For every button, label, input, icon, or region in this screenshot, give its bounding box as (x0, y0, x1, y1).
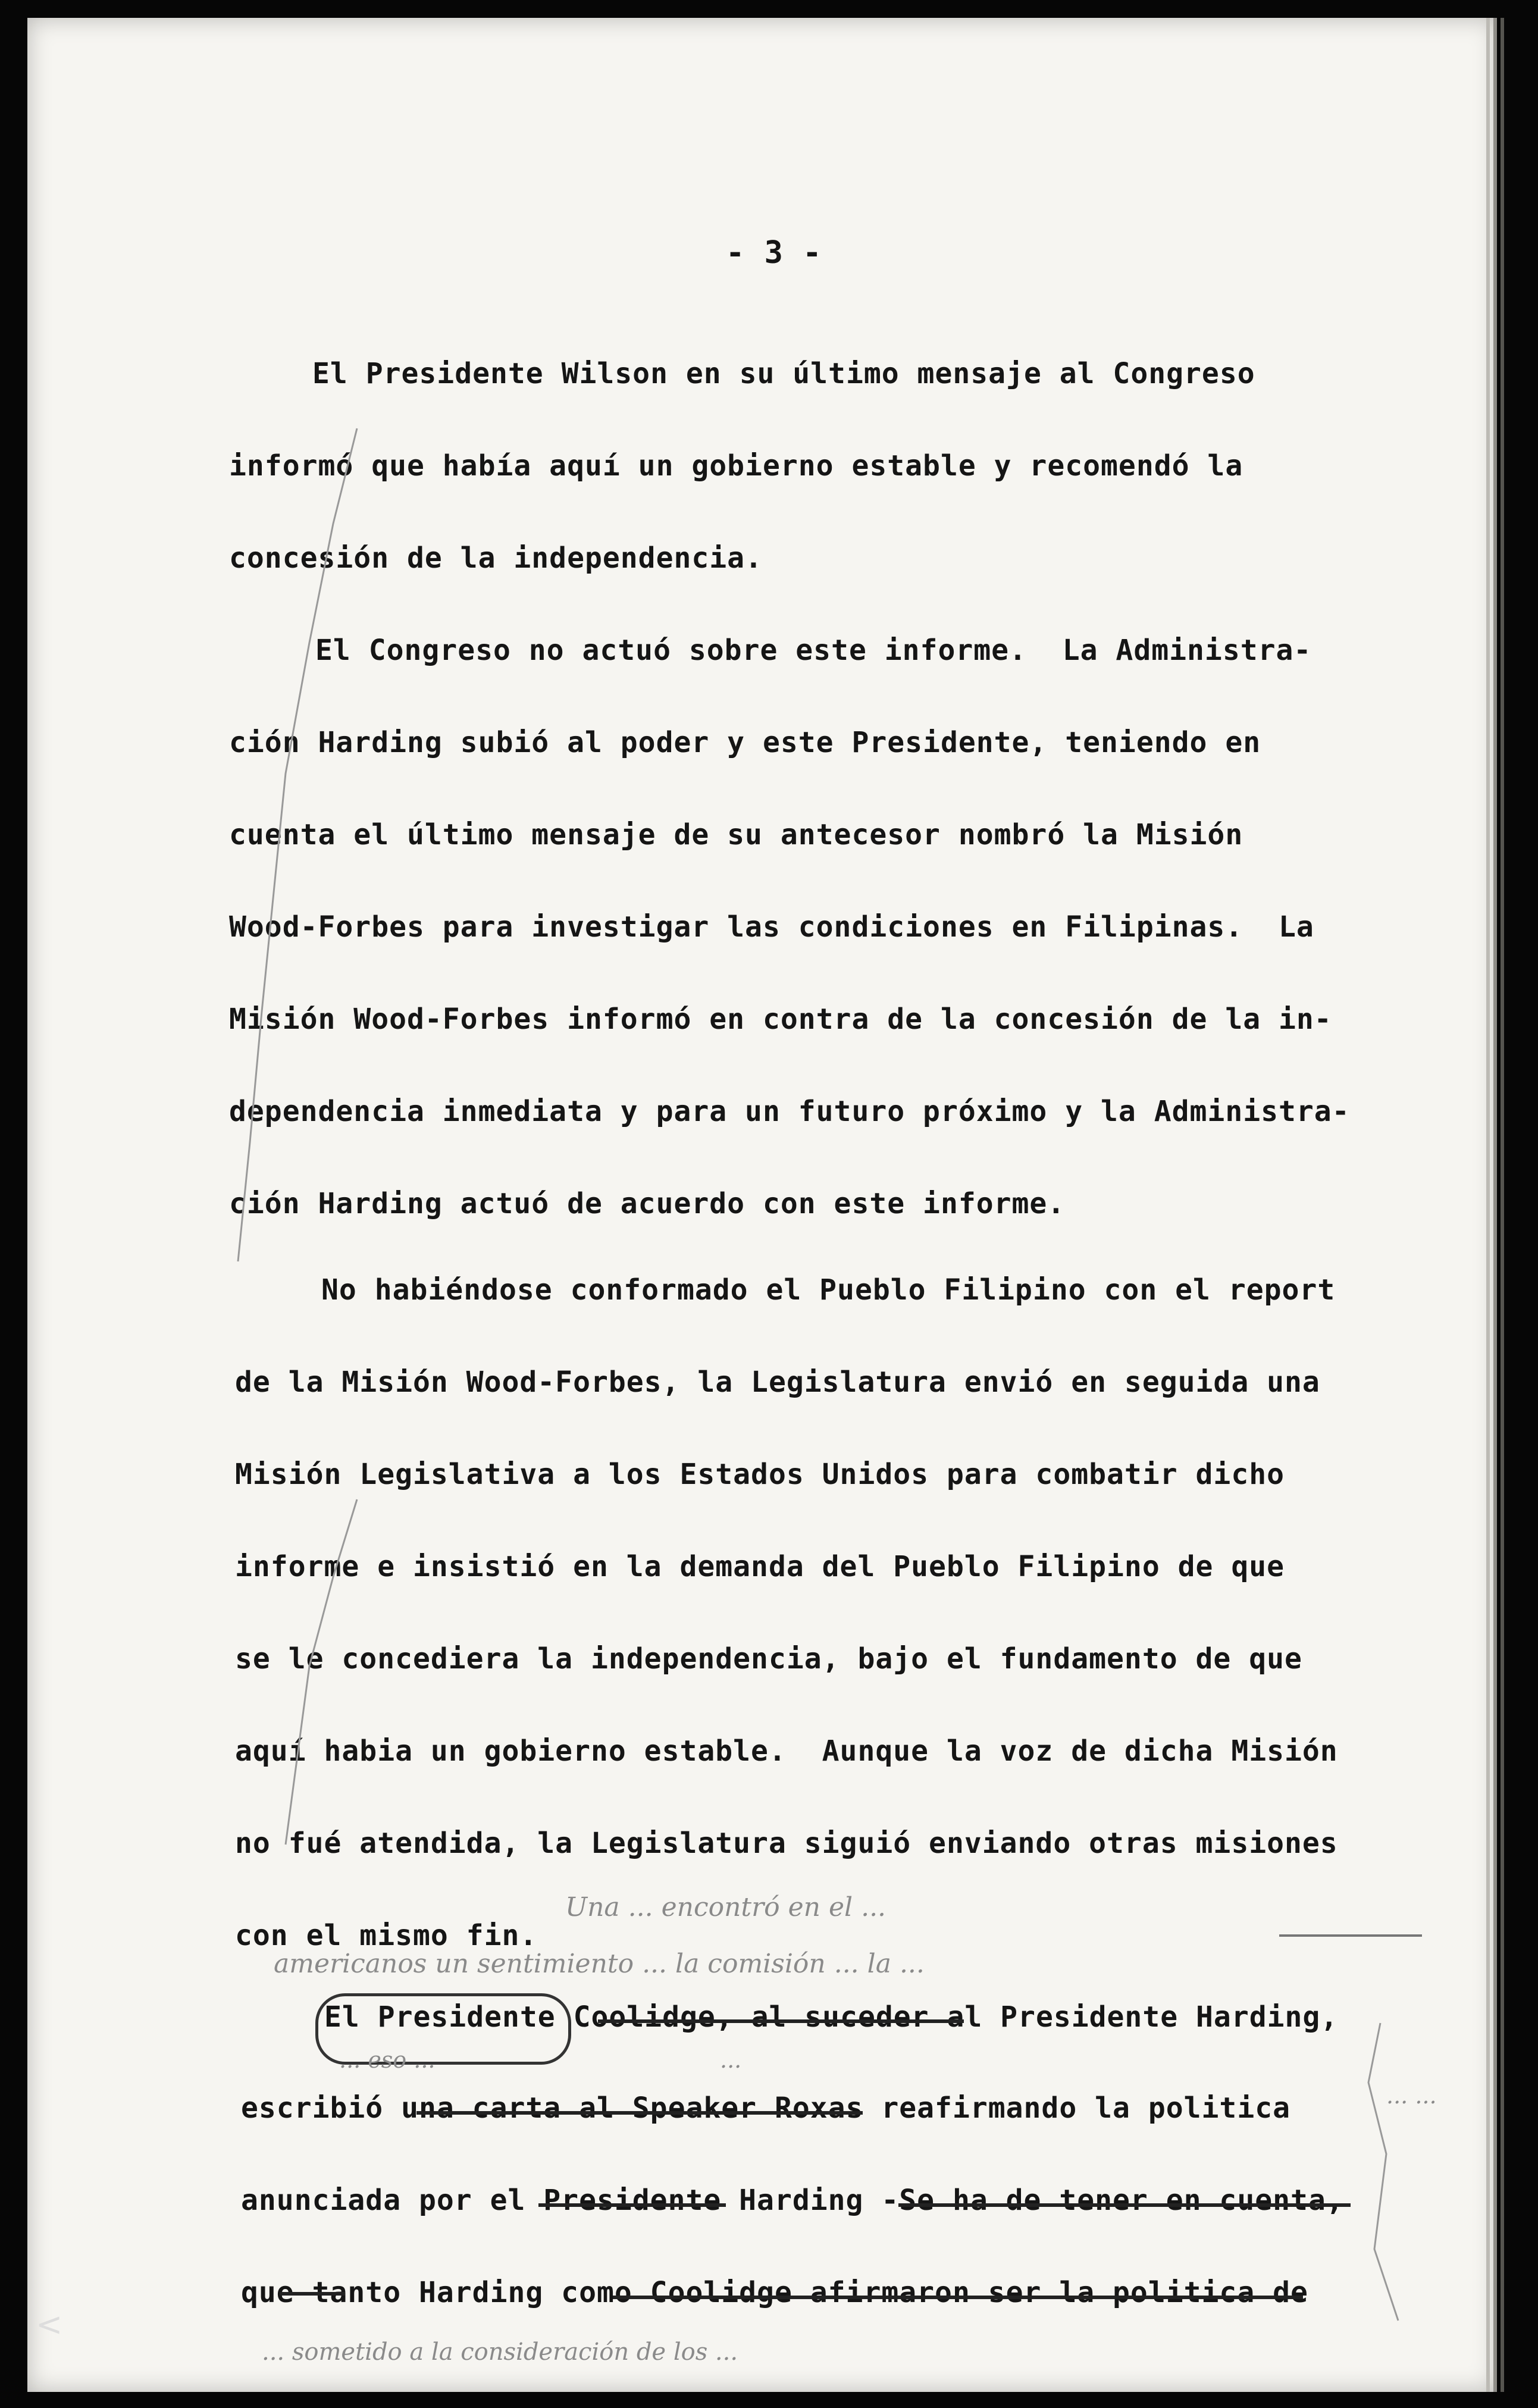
typed-line: de la Misión Wood-Forbes, la Legislatura envió en seguida una (235, 1366, 1320, 1399)
typed-line: informó que había aquí un gobierno estable y recomendó la (229, 449, 1243, 483)
handwritten-note: americanos un sentimiento ... la comisión ... la ... (274, 1949, 925, 1979)
typed-line: anunciada por el Presidente Harding -Se ha de tener en cuenta, (241, 2184, 1344, 2217)
margin-mark: < (36, 2306, 63, 2343)
typed-line: concesión de la independencia. (229, 541, 763, 575)
typed-line: Wood-Forbes para investigar las condiciones en Filipinas. La (229, 910, 1314, 944)
handwritten-margin-note: ... ... (1386, 2083, 1437, 2109)
typed-line: con el mismo fin. (235, 1919, 538, 1952)
typed-line: ción Harding actuó de acuerdo con este informe. (229, 1187, 1066, 1220)
handwritten-note: Una ... encontró en el ... (565, 1892, 887, 1922)
typed-line: El Congreso no actuó sobre este informe. La Administra- (315, 634, 1312, 667)
typed-line: que tanto Harding como Coolidge afirmaron ser la politica de (241, 2276, 1308, 2309)
typed-line: no fué atendida, la Legislatura siguió enviando otras misiones (235, 1827, 1338, 1860)
typed-line: ción Harding subió al poder y este Presidente, teniendo en (229, 726, 1261, 759)
handwritten-note: ... (720, 2047, 742, 2073)
typed-line: escribió una carta al Speaker Roxas reafirmando la politica (241, 2091, 1291, 2125)
typed-line: Misión Wood-Forbes informó en contra de la concesión de la in- (229, 1003, 1332, 1036)
handwritten-note: ... eso ... (339, 2047, 436, 2073)
typed-line: informe e insistió en la demanda del Pueblo Filipino de que (235, 1550, 1285, 1583)
typed-line: No habiéndose conformado el Pueblo Filipino con el report (321, 1273, 1336, 1307)
typed-line: Misión Legislativa a los Estados Unidos para combatir dicho (235, 1458, 1285, 1491)
typed-line: El Presidente Wilson en su último mensaje al Congreso (312, 357, 1255, 390)
handwritten-note: ... sometido a la consideración de los ... (262, 2338, 738, 2366)
typed-line: se le concediera la independencia, bajo el fundamento de que (235, 1642, 1302, 1676)
typed-line: aquí habia un gobierno estable. Aunque la voz de dicha Misión (235, 1734, 1338, 1768)
typed-line: dependencia inmediata y para un futuro próximo y la Administra- (229, 1095, 1350, 1128)
typed-line: El Presidente Coolidge, al suceder al Presidente Harding, (324, 2000, 1339, 2034)
page-number: - 3 - (726, 235, 822, 271)
typed-line: cuenta el último mensaje de su antecesor nombró la Misión (229, 818, 1243, 851)
